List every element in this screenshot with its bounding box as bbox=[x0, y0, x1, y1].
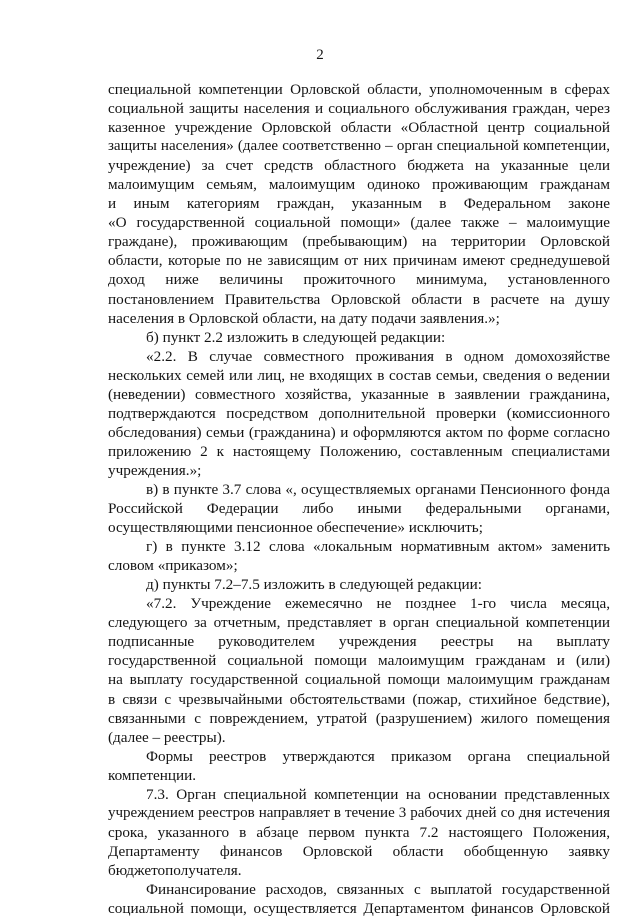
text-line: 7.3. Орган специальной компетенции на основании представленных bbox=[146, 785, 610, 803]
text-line: обследования) семьи (гражданина) и оформляются актом по форме согласно bbox=[108, 423, 610, 441]
text-line: малоимущим семьям, малоимущим одиноко проживающим гражданам bbox=[108, 176, 610, 194]
text-line: населения в Орловской области, на дату подачи заявления.»; bbox=[108, 309, 500, 327]
text-line: связанными с повреждением, утратой (разрушением) жилого помещения bbox=[108, 709, 610, 727]
text-line: на выплату государственной социальной помощи малоимущим гражданам bbox=[108, 671, 610, 689]
text-line: срока, указанного в абзаце первом пункта 7.2 настоящего Положения, bbox=[108, 823, 610, 841]
text-line: государственной социальной помощи малоимущим гражданам и (или) bbox=[108, 652, 610, 670]
text-line: учреждением реестров направляет в течение 3 рабочих дней со дня истечения bbox=[108, 804, 610, 821]
text-line: «7.2. Учреждение ежемесячно не позднее 1-го числа месяца, bbox=[146, 595, 610, 613]
text-line: д) пункты 7.2–7.5 изложить в следующей редакции: bbox=[146, 576, 482, 594]
text-line: Российской Федерации либо иными федеральными органами, bbox=[108, 500, 610, 518]
text-line: компетенции. bbox=[108, 766, 197, 784]
text-line: подписанные руководителем учреждения реестры на выплату bbox=[108, 633, 610, 651]
text-line: постановлением Правительства Орловской области в расчете на душу bbox=[108, 290, 610, 308]
text-line: подтверждаются посредством дополнительной проверки (комиссионного bbox=[108, 404, 610, 422]
text-line: «О государственной социальной помощи» (далее также – малоимущие bbox=[108, 214, 610, 232]
page-number: 2 bbox=[316, 47, 324, 63]
text-line: области, которые по не зависящим от них причинам имеют среднедушевой bbox=[108, 252, 610, 270]
text-line: следующего за отчетным, представляет в орган специальной компетенции bbox=[108, 614, 610, 632]
text-line: приложению 2 к настоящему Положению, составленным специалистами bbox=[108, 442, 610, 460]
text-line: словом «приказом»; bbox=[108, 557, 238, 575]
text-line: доход ниже величины прожиточного минимума, установленного bbox=[108, 271, 610, 289]
text-line: социальной помощи, осуществляется Департаментом финансов Орловской bbox=[108, 900, 610, 918]
text-line: Финансирование расходов, связанных с выплатой государственной bbox=[146, 880, 610, 898]
text-line: «2.2. В случае совместного проживания в одном домохозяйстве bbox=[146, 347, 610, 365]
text-line: граждане), проживающим (пребывающим) на территории Орловской bbox=[108, 233, 610, 251]
text-line: нескольких семей или лиц, не входящих в состав семьи, сведения о ведении bbox=[108, 366, 610, 384]
text-line: в) в пункте 3.7 слова «, осуществляемых органами Пенсионного фонда bbox=[146, 480, 610, 498]
text-line: учреждения.»; bbox=[108, 461, 202, 479]
text-line: социальной защиты населения и социального обслуживания граждан, через bbox=[108, 100, 610, 118]
text-line: учреждение) за счет средств областного бюджета на указанные цели bbox=[108, 157, 610, 175]
text-line: казенное учреждение Орловской области «Областной центр социальной bbox=[108, 119, 610, 137]
text-line: и иным категориям граждан, указанным в Федеральном законе bbox=[108, 195, 610, 213]
text-line: (далее – реестры). bbox=[108, 728, 226, 746]
text-line: осуществляющими пенсионное обеспечение» исключить; bbox=[108, 519, 483, 537]
text-line: специальной компетенции Орловской области, уполномоченным в сферах bbox=[108, 81, 610, 98]
text-line: Формы реестров утверждаются приказом органа специальной bbox=[146, 747, 610, 765]
text-line: б) пункт 2.2 изложить в следующей редакции: bbox=[146, 328, 446, 346]
text-line: в связи с чрезвычайными обстоятельствами (пожар, стихийное бедствие), bbox=[108, 690, 610, 708]
text-line: бюджетополучателя. bbox=[108, 861, 242, 879]
text-line: г) в пункте 3.12 слова «локальным нормативным актом» заменить bbox=[146, 538, 610, 556]
document-body-text bbox=[108, 80, 610, 918]
text-line: Департаменту финансов Орловской области обобщенную заявку bbox=[108, 842, 610, 860]
text-line: (неведении) совместного хозяйства, указанные в заявлении гражданина, bbox=[108, 385, 610, 403]
text-line: защиты населения» (далее соответственно – орган специальной компетенции, bbox=[108, 138, 610, 155]
